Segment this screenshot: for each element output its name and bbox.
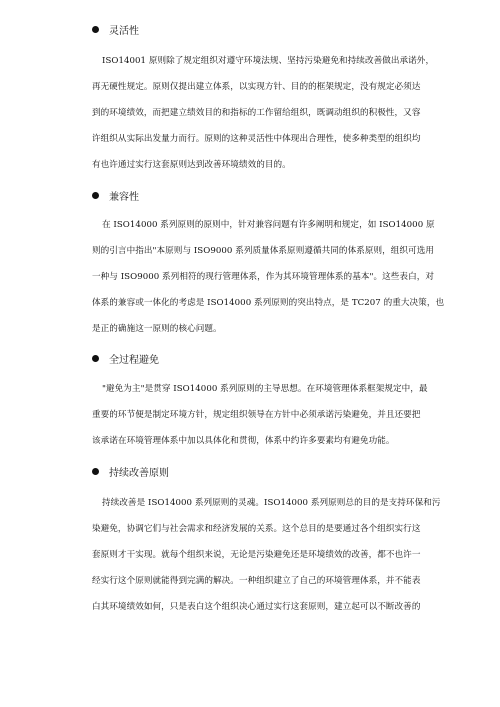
- paragraph-line: 一种与 ISO9000 系列相符的现行管理体系，作为其环境管理体系的基本"。这些表白，对: [92, 272, 435, 282]
- section-heading-label: 灵活性: [109, 25, 139, 37]
- paragraph-line: "避免为主"是贯穿 ISO14000 系列原则的主导思想。在环境管理体系框架规定中，最: [102, 384, 428, 394]
- bullet-icon: [92, 468, 99, 475]
- paragraph-line: 套原则才干实现。就每个组织来说，无论是污染避免还是环境绩效的改善，都不也许一: [92, 550, 421, 560]
- paragraph-line: 在 ISO14000 系列原则的原则中，针对兼容问题有许多阐明和规定，如 ISO14000 原: [102, 220, 435, 230]
- paragraph-line: 则的引言中指出"本原则与 ISO9000 系列质量体系原则遵循共同的体系原则，组织可选用: [92, 246, 435, 256]
- paragraph-line: 有也许通过实行这套原则达到改善环境绩效的目的。: [92, 160, 291, 170]
- paragraph-line: 再无硬性规定。原则仅提出建立体系，以实现方针、目的的框架规定，没有规定必须达: [92, 82, 421, 92]
- paragraph-line: 该承诺在环境管理体系中加以具体化和贯彻，体系中约许多要素均有避免功能。: [92, 436, 395, 446]
- paragraph-line: 到的环境绩效，而把建立绩效目的和指标的工作留给组织，既调动组织的积极性，又容: [92, 108, 421, 118]
- section-heading-continuous-improvement: [92, 463, 169, 479]
- paragraph-line: 重要的环节便是制定环境方针，规定组织领导在方针中必须承诺污染避免，并且还要把: [92, 410, 421, 420]
- paragraph-line: 持续改善是 ISO14000 系列原则的灵魂。ISO14000 系列原则总的目的是支持环保和污: [102, 498, 441, 508]
- paragraph-line: 染避免，协调它们与社会需求和经济发展的关系。这个总目的是要通过各个组织实行这: [92, 524, 421, 534]
- section-heading-label: 全过程避免: [109, 354, 159, 366]
- paragraph-line: 白其环境绩效如何，只是表白这个组织决心通过实行这套原则，建立起可以不断改善的: [92, 602, 421, 612]
- section-heading-flexibility: [92, 21, 139, 37]
- section-heading-label: 兼容性: [109, 191, 139, 203]
- section-heading-label: 持续改善原则: [109, 467, 169, 479]
- bullet-icon: [92, 26, 99, 33]
- section-heading-prevention: [92, 350, 159, 366]
- paragraph-line: 体系的兼容或一体化的考虑是 ISO14000 系列原则的突出特点，是 TC207 的重大决策，也: [92, 298, 445, 308]
- paragraph-line: 是正的确施这一原则的核心问题。: [92, 324, 222, 334]
- paragraph-line: 经实行这个原则就能得到完满的解决。一种组织建立了自己的环境管理体系，并不能表: [92, 576, 421, 586]
- bullet-icon: [92, 355, 99, 362]
- paragraph-line: 许组织从实际出发量力而行。原则的这种灵活性中体现出合理性，使多种类型的组织均: [92, 134, 421, 144]
- section-heading-compatibility: [92, 187, 139, 203]
- paragraph-line: ISO14001 原则除了规定组织对遵守环境法规、坚持污染避免和持续改善做出承诺外，: [102, 56, 435, 66]
- bullet-icon: [92, 192, 99, 199]
